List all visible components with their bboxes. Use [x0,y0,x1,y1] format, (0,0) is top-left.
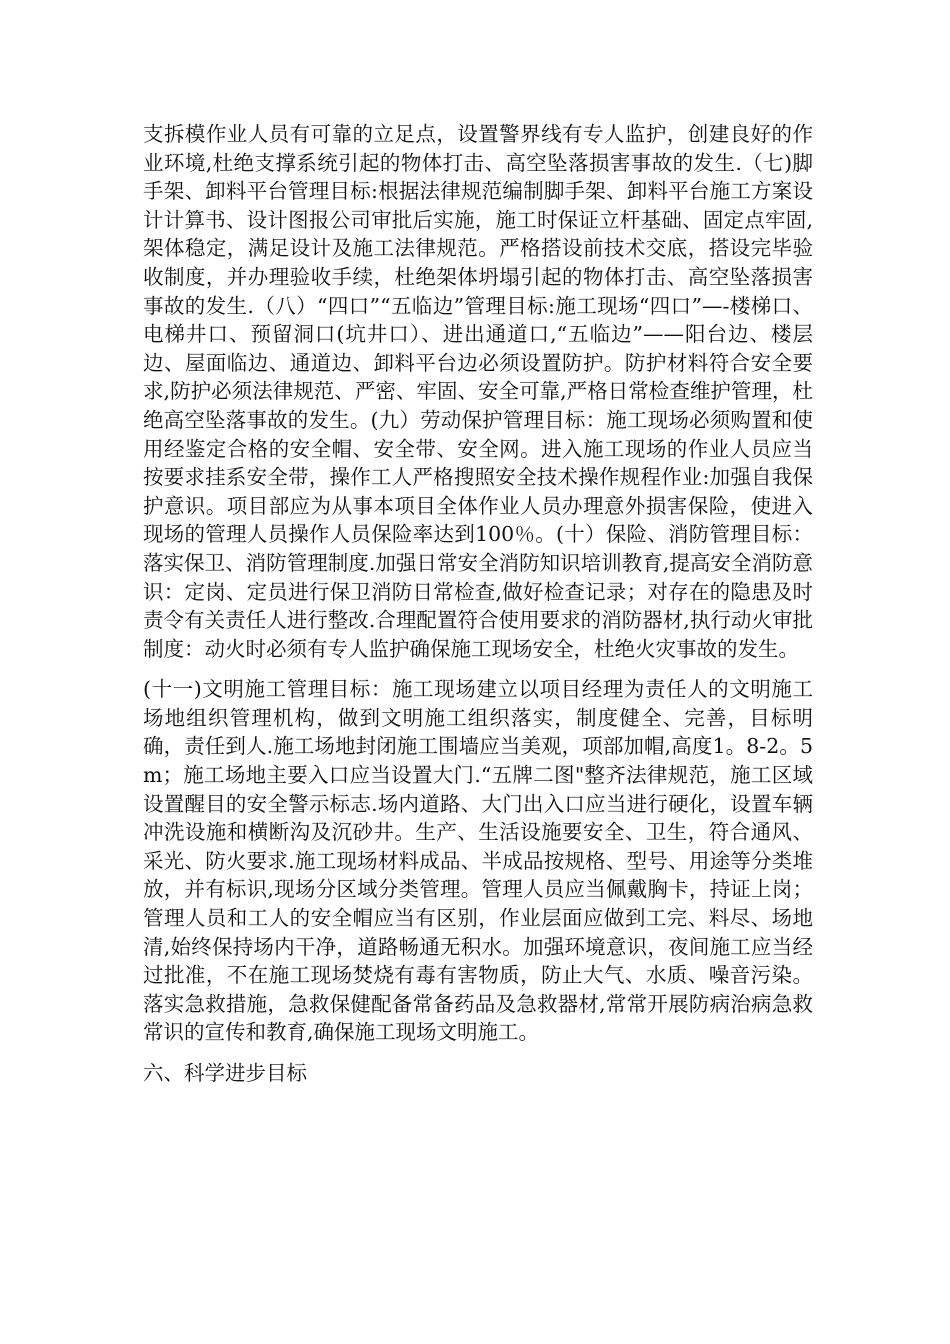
paragraph-safety-targets: 支拆模作业人员有可靠的立足点，设置警界线有专人监护，创建良好的作业环境,杜绝支撑系统引起的物体打击、高空坠落损害事故的发生.（七)脚手架、卸料平台管理目标:根据法律规范编制脚手架、卸料平台施工方案设计计算书、设计图报公司审批后实施，施工时保证立杆基础、固定点牢固,架体稳定，满足设计及施工法律规范。严格搭设前技术交底，搭设完毕验收制度，并办理验收手续，杜绝架体坍塌引起的物体打击、高空坠落损害事故的发生.（八）“四口”“五临边”管理目标:施工现场“四口”—-楼梯口、电梯井口、预留洞口(坑井口）、进出通道口,“五临边”——阳台边、楼层边、屋面临边、通道边、卸料平台边必须设置防护。防护材料符合安全要求,防护必须法律规范、严密、牢固、安全可靠,严格日常检查维护管理，杜绝高空坠落事故的发生。(九）劳动保护管理目标：施工现场必须购置和使用经鉴定合格的安全帽、安全带、安全网。进入施工现场的作业人员应当按要求挂系安全带，操作工人严格搜照安全技术操作规程作业:加强自我保护意识。项目部应为从事本项目全体作业人员办理意外损害保险，使进入现场的管理人员操作人员保险率达到100％。(十）保险、消防管理目标：落实保卫、消防管理制度.加强日常安全消防知识培训教育,提高安全消防意识：定岗、定员进行保卫消防日常检查,做好检查记录；对存在的隐患及时责令有关责任人进行整改.合理配置符合使用要求的消防器材,执行动火审批制度：动火时必须有专人监护确保施工现场安全，杜绝火灾事故的发生。 [143,122,813,661]
document-body [143,120,813,1088]
section-heading-science-progress: 六、科学进步目标 [143,1061,307,1085]
paragraph-civilized-construction: (十一)文明施工管理目标：施工现场建立以项目经理为责任人的文明施工场地组织管理机构，做到文明施工组织落实，制度健全、完善，目标明确，责任到人.施工场地封闭施工围墙应当美观，项部加帽,高度1。8-2。5m；施工场地主要入口应当设置大门.“五牌二图"整齐法律规范，施工区域设置醒目的安全警示标志.场内道路、大门出入口应当进行硬化，设置车辆冲洗设施和横断沟及沉砂井。生产、生活设施要安全、卫生，符合通风、采光、防火要求.施工现场材料成品、半成品按规格、型号、用途等分类堆放，并有标识,现场分区域分类管理。管理人员应当佩戴胸卡，持证上岗；管理人员和工人的安全帽应当有区别，作业层面应做到工完、料尽、场地清,始终保持场内干净，道路畅通无积水。加强环境意识，夜间施工应当经过批准，不在施工现场焚烧有毒有害物质，防止大气、水质、噪音污染。落实急救措施，急救保健配备常备药品及急救器材,常常开展防病治病急救常识的宣传和教育,确保施工现场文明施工。 [143,677,813,1045]
